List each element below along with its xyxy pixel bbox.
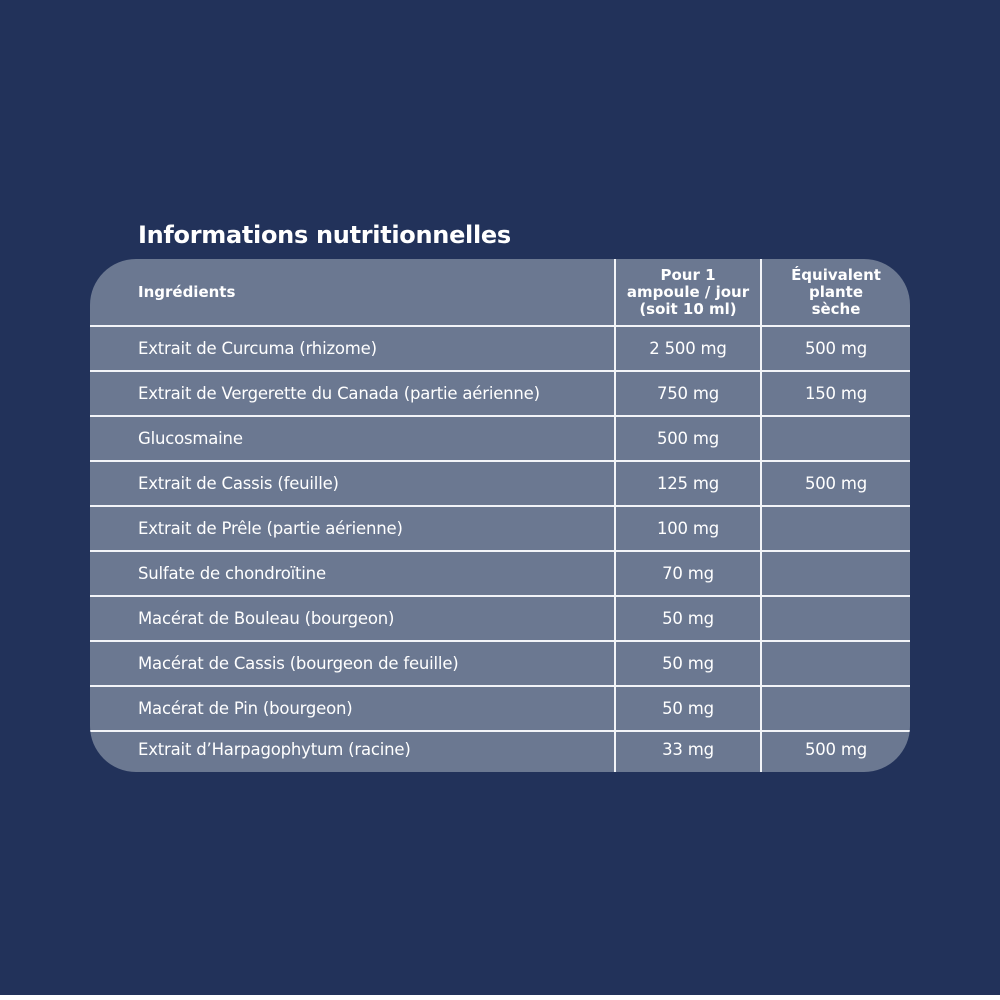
per-ampoule-cell: 125 mg [615, 461, 761, 506]
table-row [90, 371, 910, 416]
per-ampoule-cell: 750 mg [615, 371, 761, 416]
ingredient-cell: Extrait de Vergerette du Canada (partie aérienne) [90, 371, 615, 416]
ingredient-cell: Macérat de Bouleau (bourgeon) [90, 596, 615, 641]
equivalent-cell [761, 551, 910, 596]
per-ampoule-cell: 33 mg [615, 731, 761, 772]
per-ampoule-cell: 70 mg [615, 551, 761, 596]
column-header-line: plante [808, 282, 864, 301]
table-row [90, 731, 910, 772]
per-ampoule-cell: 2 500 mg [615, 326, 761, 371]
column-header-line: (soit 10 ml) [639, 299, 737, 318]
ingredient-cell: Extrait de Prêle (partie aérienne) [90, 506, 615, 551]
equivalent-cell [761, 416, 910, 461]
equivalent-cell [761, 686, 910, 731]
table-row [90, 641, 910, 686]
ingredient-cell: Sulfate de chondroïtine [90, 551, 615, 596]
column-header-line: sèche [811, 299, 861, 318]
column-header-line: ampoule / jour [626, 282, 750, 301]
ingredient-cell: Macérat de Cassis (bourgeon de feuille) [90, 641, 615, 686]
column-header-per-ampoule [615, 259, 761, 326]
nutrition-table [90, 259, 910, 772]
table-row [90, 506, 910, 551]
table-row [90, 686, 910, 731]
bottom-edge-strip [0, 995, 1000, 1000]
nutrition-table-card [90, 259, 910, 772]
table-header-row [90, 259, 910, 326]
equivalent-cell [761, 641, 910, 686]
equivalent-cell: 500 mg [804, 740, 868, 759]
column-header-line: Équivalent [791, 265, 881, 284]
column-header-dry-plant-equivalent [761, 259, 910, 326]
ingredient-cell: Macérat de Pin (bourgeon) [90, 686, 615, 731]
column-header-line: Pour 1 [660, 265, 716, 284]
per-ampoule-cell: 50 mg [615, 596, 761, 641]
ingredient-cell: Extrait de Curcuma (rhizome) [90, 326, 615, 371]
table-row [90, 326, 910, 371]
equivalent-cell [761, 506, 910, 551]
table-row [90, 551, 910, 596]
ingredient-cell: Glucosmaine [90, 416, 615, 461]
equivalent-cell [761, 596, 910, 641]
page-title: Informations nutritionnelles [138, 221, 511, 249]
equivalent-cell: 500 mg [761, 461, 910, 506]
table-row [90, 461, 910, 506]
equivalent-cell: 500 mg [761, 326, 910, 371]
ingredient-cell: Extrait d’Harpagophytum (racine) [90, 731, 615, 772]
equivalent-cell: 150 mg [761, 371, 910, 416]
per-ampoule-cell: 500 mg [615, 416, 761, 461]
table-row [90, 596, 910, 641]
ingredient-cell: Extrait de Cassis (feuille) [90, 461, 615, 506]
per-ampoule-cell: 50 mg [615, 641, 761, 686]
column-header-ingredients [90, 259, 615, 326]
per-ampoule-cell: 100 mg [615, 506, 761, 551]
column-header-label: Ingrédients [138, 282, 236, 301]
per-ampoule-cell: 50 mg [615, 686, 761, 731]
table-row [90, 416, 910, 461]
